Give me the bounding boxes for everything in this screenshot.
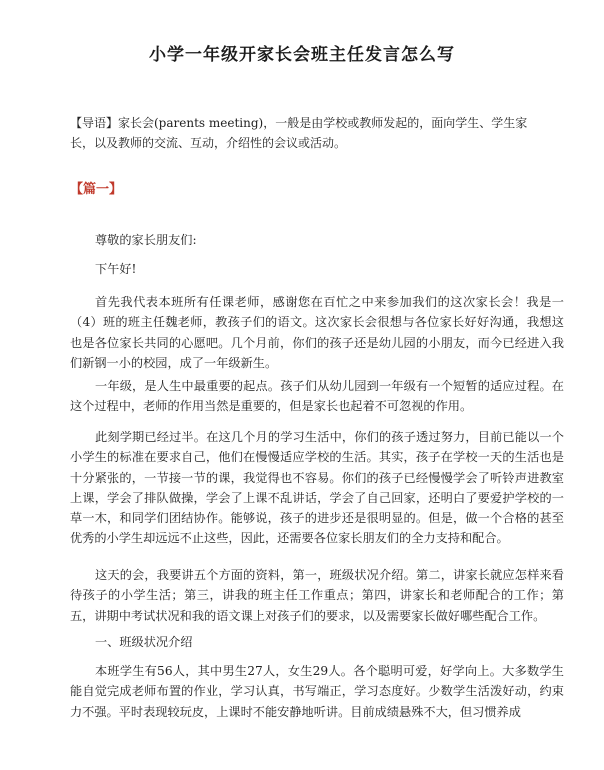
body-paragraph-2: 一年级，是人生中最重要的起点。孩子们从幼儿园到一年级有一个短暂的适应过程。在这个过程中，老师的作用当然是重要的，但是家长也起着不可忽视的作用。 — [70, 379, 564, 414]
section-label: 【篇一】 — [70, 182, 123, 197]
body-paragraph-1: 首先我代表本班所有任课老师，感谢您在百忙之中来参加我们的这次家长会！我是一（4）班的班主任魏老师，教孩子们的语文。这次家长会很想与各位家长好好沟通，我想这也是各位家长共同的心愿吧。几个月前，你们的孩子还是幼儿园的小朋友，而今已经进入我们新钢一小的校园，成了一年级新生。 — [70, 295, 564, 370]
article-title: 小学一年级开家长会班主任发言怎么写 — [149, 45, 455, 65]
hello-line: 下午好! — [95, 262, 137, 276]
greeting-line: 尊敬的家长朋友们: — [95, 233, 197, 247]
subsection-heading: 一、班级状况介绍 — [95, 635, 193, 649]
body-paragraph-3: 此刻学期已经过半。在这几个月的学习生活中，你们的孩子透过努力，目前已能以一个小学生的标准在要求自己，他们在慢慢适应学校的生活。其实，孩子在学校一天的生活也是十分紧张的，一节接一节的课，我觉得也不容易。你们的孩子已经慢慢学会了听铃声进教室上课，学会了排队做操，学会了上课不乱讲话，学会了自己回家，还明白了要爱护学校的一草一木，和同学们团结协作。能够说，孩子的进步还是很明显的。但是，做一个合格的甚至优秀的小学生却远远不止这些，因此，还需要各位家长朋友们的全力支持和配合。 — [70, 430, 564, 546]
body-paragraph-4: 这天的会，我要讲五个方面的资料，第一，班级状况介绍。第二，讲家长就应怎样来看待孩子的小学生活；第三，讲我的班主任工作重点；第四，讲家长和老师配合的工作；第五，讲期中考试状况和我的语文课上对孩子们的要求，以及需要家长做好哪些配合工作。 — [70, 568, 564, 623]
intro-paragraph: 【导语】家长会(parents meeting)，一般是由学校或教师发起的，面向学生、学生家长，以及教师的交流、互动，介绍性的会议或活动。 — [70, 116, 528, 150]
body-paragraph-6: 本班学生有56人，其中男生27人，女生29人。各个聪明可爱，好学向上。大多数学生能自觉完成老师布置的作业，学习认真，书写端正，学习态度好。少数学生活泼好动，约束力不强。平时表现较玩皮，上课时不能安静地听讲。目前成绩悬殊不大，但习惯养成 — [70, 664, 564, 719]
